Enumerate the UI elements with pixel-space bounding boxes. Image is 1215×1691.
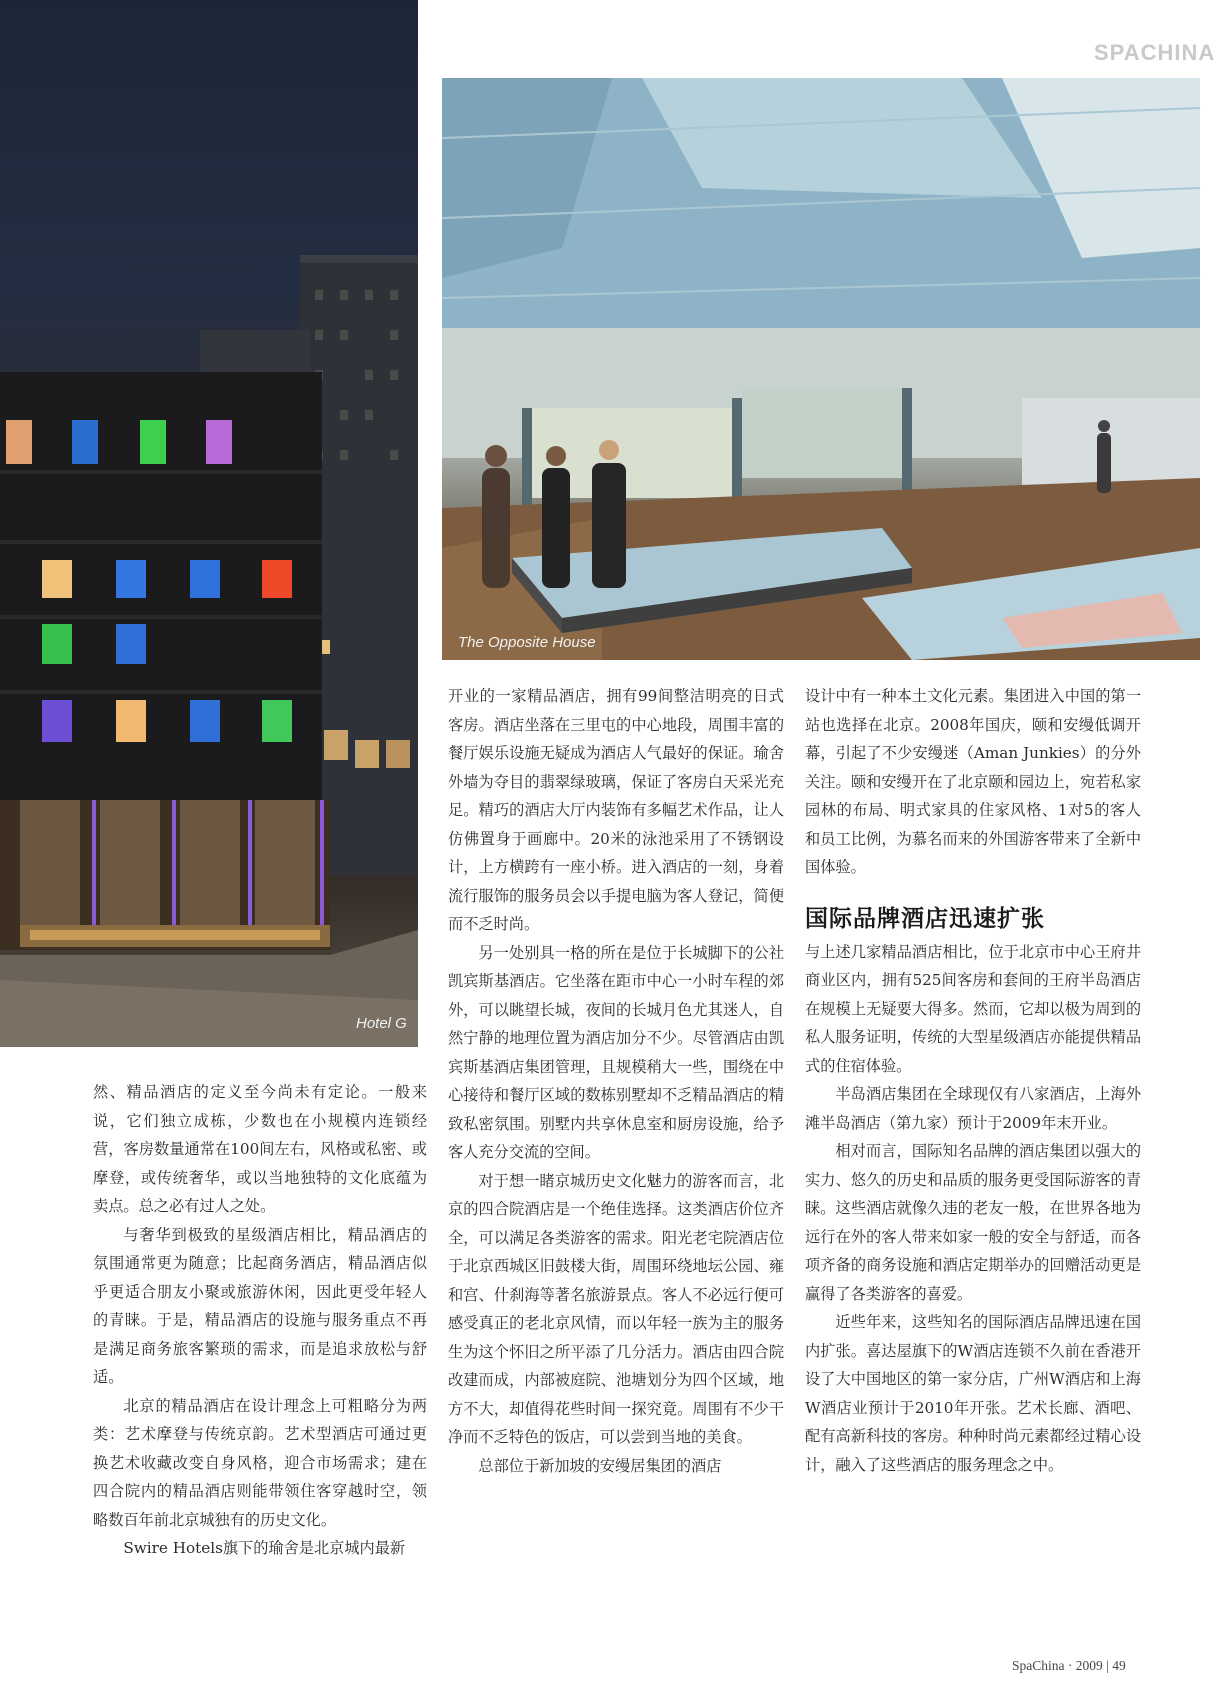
- hotel-g-photo: [0, 0, 418, 1047]
- paragraph: Swire Hotels旗下的瑜舍是北京城内最新: [123, 1539, 406, 1557]
- paragraph: 与上述几家精品酒店相比，位于北京市中心王府井商业区内，拥有525间客房和套间的王府半岛酒店在规模上无疑要大得多。然而，它却以极为周到的私人服务证明，传统的大型星级酒店亦能提供精品式的住宿体验。: [805, 942, 1141, 1075]
- paragraph: 总部位于新加坡的安缦居集团的酒店: [478, 1456, 722, 1475]
- article-column-3: [805, 682, 1141, 1479]
- article-column-2: [448, 682, 784, 1480]
- paragraph: 另一处别具一格的所在是位于长城脚下的公社凯宾斯基酒店。它坐落在距市中心一小时车程的郊外，可以眺望长城，夜间的长城月色尤其迷人，自然宁静的地理位置为酒店加分不少。尽管酒店由凯宾斯基酒店集团管理，且规模稍大一些，围绕在中心接待和餐厅区域的数栋别墅却不乏精品酒店的精致私密氛围。别墅内共享休息室和厨房设施，给予客人充分交流的空间。: [448, 943, 784, 1161]
- paragraph: 与奢华到极致的星级酒店相比，精品酒店的氛围通常更为随意；比起商务酒店，精品酒店似乎更适合朋友小聚或旅游休闲，因此更受年轻人的青睐。于是，精品酒店的设施与服务重点不再是满足商务旅客繁琐的需求，而是追求放松与舒适。: [93, 1225, 427, 1386]
- section-heading: 国际品牌酒店迅速扩张: [805, 904, 1045, 931]
- article-column-1: [93, 1078, 427, 1563]
- paragraph: 北京的精品酒店在设计理念上可粗略分为两类：艺术摩登与传统京韵。艺术型酒店可通过更换艺术收藏改变自身风格，迎合市场需求；建在四合院内的精品酒店则能带领住客穿越时空，领略数百年前北京城独有的历史文化。: [93, 1396, 427, 1529]
- paragraph: 近些年来，这些知名的国际酒店品牌迅速在国内扩张。喜达屋旗下的W酒店连锁不久前在香港开设了大中国地区的第一家分店，广州W酒店和上海W酒店业预计于2010年开张。艺术长廊、酒吧、配有高新科技的客房。种种时尚元素都经过精心设计，融入了这些酒店的服务理念之中。: [805, 1313, 1141, 1474]
- section-tag: SPACHINA: [1094, 40, 1215, 65]
- paragraph: 设计中有一种本土文化元素。集团进入中国的第一站也选择在北京。2008年国庆，颐和安缦低调开幕，引起了不少安缦迷（Aman Junkies）的分外关注。颐和安缦开在了北京颐和园边上，宛若私家园林的布局、明式家具的住家风格、1对5的客人和员工比例，为慕名而来的外国游客带来了全新中国体验。: [805, 687, 1141, 876]
- opposite-house-photo: [442, 78, 1200, 660]
- paragraph: 半岛酒店集团在全球现仅有八家酒店，上海外滩半岛酒店（第九家）预计于2009年末开业。: [805, 1085, 1141, 1132]
- hotel-g-caption: Hotel G: [356, 1015, 407, 1032]
- paragraph: 然、精品酒店的定义至今尚未有定论。一般来说，它们独立成栋，少数也在小规模内连锁经营，客房数量通常在100间左右，风格或私密、或摩登，或传统奢华，或以当地独特的文化底蕴为卖点。总之必有过人之处。: [93, 1083, 427, 1215]
- paragraph: 开业的一家精品酒店，拥有99间整洁明亮的日式客房。酒店坐落在三里屯的中心地段，周围丰富的餐厅娱乐设施无疑成为酒店人气最好的保证。瑜舍外墙为夺目的翡翠绿玻璃，保证了客房白天采光充足。精巧的酒店大厅内装饰有多幅艺术作品，让人仿佛置身于画廊中。20米的泳池采用了不锈钢设计，上方横跨有一座小桥。进入酒店的一刻，身着流行服饰的服务员会以手提电脑为客人登记，简便而不乏时尚。: [448, 687, 784, 933]
- paragraph: 相对而言，国际知名品牌的酒店集团以强大的实力、悠久的历史和品质的服务更受国际游客的青睐。这些酒店就像久违的老友一般，在世界各地为远行在外的客人带来如家一般的安全与舒适，而各项齐备的商务设施和酒店定期举办的回赠活动更是赢得了各类游客的喜爱。: [805, 1142, 1141, 1303]
- page-folio: SpaChina · 2009 | 49: [1012, 1658, 1126, 1673]
- paragraph: 对于想一睹京城历史文化魅力的游客而言，北京的四合院酒店是一个绝佳选择。这类酒店价位齐全，可以满足各类游客的需求。阳光老宅院酒店位于北京西城区旧鼓楼大街，周围环绕地坛公园、雍和宫、什刹海等著名旅游景点。客人不必远行便可感受真正的老北京风情，而以年轻一族为主的服务生为这个怀旧之所平添了几分活力。酒店由四合院改建而成，内部被庭院、池塘划分为四个区域，地方不大，却值得花些时间一探究竟。周围有不少干净而不乏特色的饭店，可以尝到当地的美食。: [448, 1171, 784, 1446]
- opposite-house-caption: The Opposite House: [458, 634, 596, 651]
